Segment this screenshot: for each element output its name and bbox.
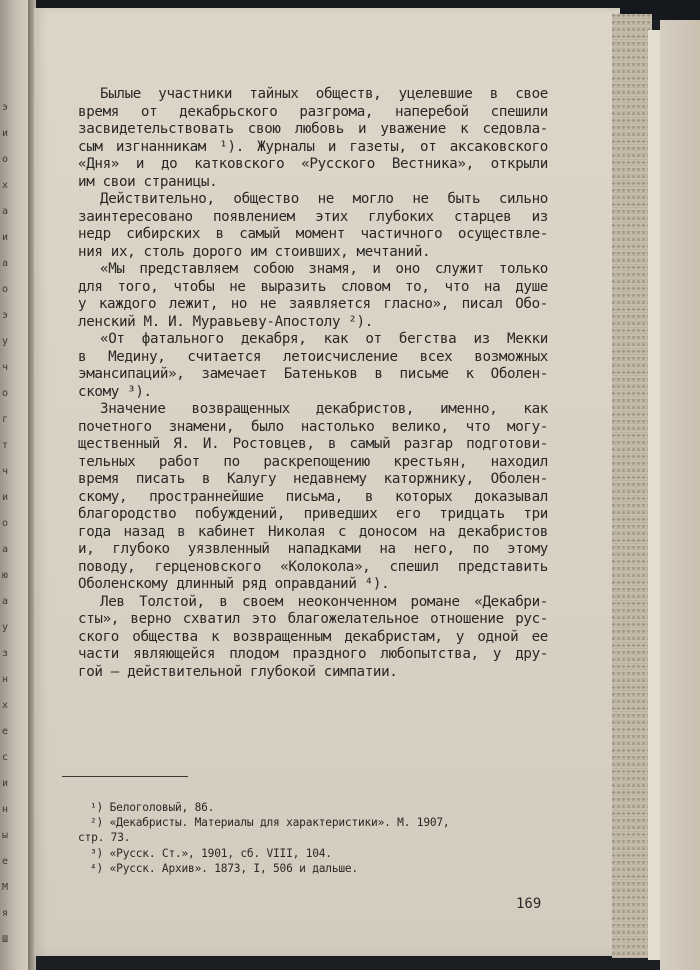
text-line: заинтересовано появлением этих глубоких старцев из xyxy=(78,208,548,225)
text-line: эмансипаций», замечает Батеньков в письме к Оболен- xyxy=(78,366,548,382)
body-text xyxy=(78,86,548,681)
text-line: Значение возвращенных декабристов, именно, как xyxy=(100,401,548,417)
footnote-marker: ⁴) xyxy=(90,861,104,875)
text-line: ского общества к возвращенным декабристам, у одной ее xyxy=(78,628,548,645)
facing-page-fragment: и xyxy=(2,492,9,503)
facing-page-fragment: о xyxy=(2,518,9,529)
footnote-1 xyxy=(90,800,560,815)
text-line: засвидетельствовать свою любовь и уважение к седовла- xyxy=(78,121,548,137)
text-line: года назад в кабинет Николая с доносом на декабристов xyxy=(78,523,548,540)
text-line: скому, пространнейшие письма, в которых доказывал xyxy=(78,488,548,505)
text-line: «Дня» и до катковского «Русского Вестника», открыли xyxy=(78,156,548,172)
text-line: части являющейся плодом праздного любопытства, у дру- xyxy=(78,646,548,662)
paragraph xyxy=(78,191,548,261)
paragraph xyxy=(78,261,548,331)
facing-page-fragment: ы xyxy=(2,830,9,841)
facing-page-fragment: е xyxy=(2,856,9,867)
text-line: время от декабрьского разгрома, наперебой спешили xyxy=(78,103,548,120)
footnote-2 xyxy=(90,815,560,830)
facing-page-text-fragments xyxy=(2,95,24,953)
footnote-divider xyxy=(62,776,188,777)
facing-page-fragment: я xyxy=(2,908,9,919)
footnote-marker: ³) xyxy=(90,846,104,860)
footnote-3 xyxy=(90,846,560,861)
footnote-text: Белоголовый, 86. xyxy=(109,801,215,814)
facing-page-fragment: Ш xyxy=(2,934,9,945)
facing-page-fragment: ю xyxy=(2,570,9,581)
text-line: им свои страницы. xyxy=(78,173,218,190)
facing-page-fragment: е xyxy=(2,726,9,737)
facing-page-fragment: о xyxy=(2,388,9,399)
text-line: гой — действительной глубокой симпатии. xyxy=(78,663,398,680)
paragraph xyxy=(78,594,548,682)
text-line: в Медину, считается летоисчисление всех возможных xyxy=(78,348,548,365)
facing-page-fragment: у xyxy=(2,336,9,347)
facing-page-fragment: М xyxy=(2,882,9,893)
facing-page-fragment: з xyxy=(2,648,9,659)
paragraph xyxy=(78,331,548,401)
page-block-edge xyxy=(612,14,652,958)
facing-page-fragment: а xyxy=(2,206,9,217)
text-line: благородство побуждений, приведших его тридцать три xyxy=(78,506,548,522)
facing-page-fragment: г xyxy=(2,414,9,425)
paragraph xyxy=(78,86,548,191)
text-line: время писать в Калугу недавнему каторжнику, Оболен- xyxy=(78,471,548,487)
text-line: скому ³). xyxy=(78,383,152,400)
text-line: Оболенскому длинный ряд оправданий ⁴). xyxy=(78,576,390,592)
text-line: для того, чтобы не выразить словом то, что на душе xyxy=(78,278,548,295)
facing-page-fragment: т xyxy=(2,440,9,451)
text-line: Действительно, общество не могло не быть сильно xyxy=(100,191,548,207)
footnote-text: «Русск. Архив». 1873, I, 506 и дальше. xyxy=(109,861,358,875)
facing-page-fragment: х xyxy=(2,700,9,711)
facing-page-fragment: ч xyxy=(2,362,9,373)
text-line: сты», верно схватил это благожелательное отношение рус- xyxy=(78,611,548,627)
facing-page-fragment: н xyxy=(2,674,9,685)
footnote-4 xyxy=(90,861,560,876)
facing-page-fragment: и xyxy=(2,232,9,243)
facing-page-fragment: х xyxy=(2,180,9,191)
facing-page-fragment: и xyxy=(2,128,9,139)
facing-page-fragment: э xyxy=(2,310,9,321)
footnote-text: «Декабристы. Материалы для характеристики». М. 1907, xyxy=(109,816,450,830)
facing-page-fragment: а xyxy=(2,596,9,607)
facing-page-fragment: о xyxy=(2,284,9,295)
footnotes xyxy=(78,800,560,876)
facing-page-fragment: а xyxy=(2,258,9,269)
facing-page-fragment: э xyxy=(2,102,9,113)
text-line: у каждого лежит, но не заявляется гласно», писал Обо- xyxy=(78,296,548,312)
facing-page-fragment: о xyxy=(2,154,9,165)
text-line: поводу, герценовского «Колокола», спешил представить xyxy=(78,558,548,575)
text-line: и, глубоко уязвленный нападками на него, по этому xyxy=(78,541,548,557)
facing-page-edge xyxy=(0,0,30,970)
facing-page-fragment: ч xyxy=(2,466,9,477)
footnote-2-continuation: стр. 73. xyxy=(78,831,131,845)
footnote-marker: ¹) xyxy=(90,801,104,814)
facing-page-fragment: у xyxy=(2,622,9,633)
footnote-marker: ²) xyxy=(90,816,104,830)
text-line: «От фатального декабря, как от бегства из Мекки xyxy=(100,331,548,347)
facing-page-fragment: а xyxy=(2,544,9,555)
facing-page-fragment: с xyxy=(2,752,9,763)
text-line: «Мы представляем собою знамя, и оно служит только xyxy=(100,261,548,277)
facing-page-fragment: н xyxy=(2,804,9,815)
text-line: Былые участники тайных обществ, уцелевшие в свое xyxy=(100,86,548,102)
facing-page-fragment: и xyxy=(2,778,9,789)
text-line: почетного знамени, было настолько велико, что могу- xyxy=(78,418,548,435)
book-cover-edge xyxy=(660,20,700,970)
footnote-text: «Русск. Ст.», 1901, сб. VIII, 104. xyxy=(109,846,332,860)
text-line: ленский М. И. Муравьеву-Апостолу ²). xyxy=(78,313,373,330)
text-line: тельных работ по раскрепощению крестьян, находил xyxy=(78,453,548,470)
text-line: сым изгнанникам ¹). Журналы и газеты, от аксаковского xyxy=(78,138,548,155)
text-line: недр сибирских в самый момент частичного осуществле- xyxy=(78,226,548,242)
text-line: ния их, столь дорого им стоивших, мечтаний. xyxy=(78,243,431,260)
page-number: 169 xyxy=(516,896,542,912)
paragraph xyxy=(78,401,548,594)
text-line: Лев Толстой, в своем неоконченном романе «Декабри- xyxy=(100,593,548,610)
text-line: щественный Я. И. Ростовцев, в самый разгар подготови- xyxy=(78,436,548,452)
